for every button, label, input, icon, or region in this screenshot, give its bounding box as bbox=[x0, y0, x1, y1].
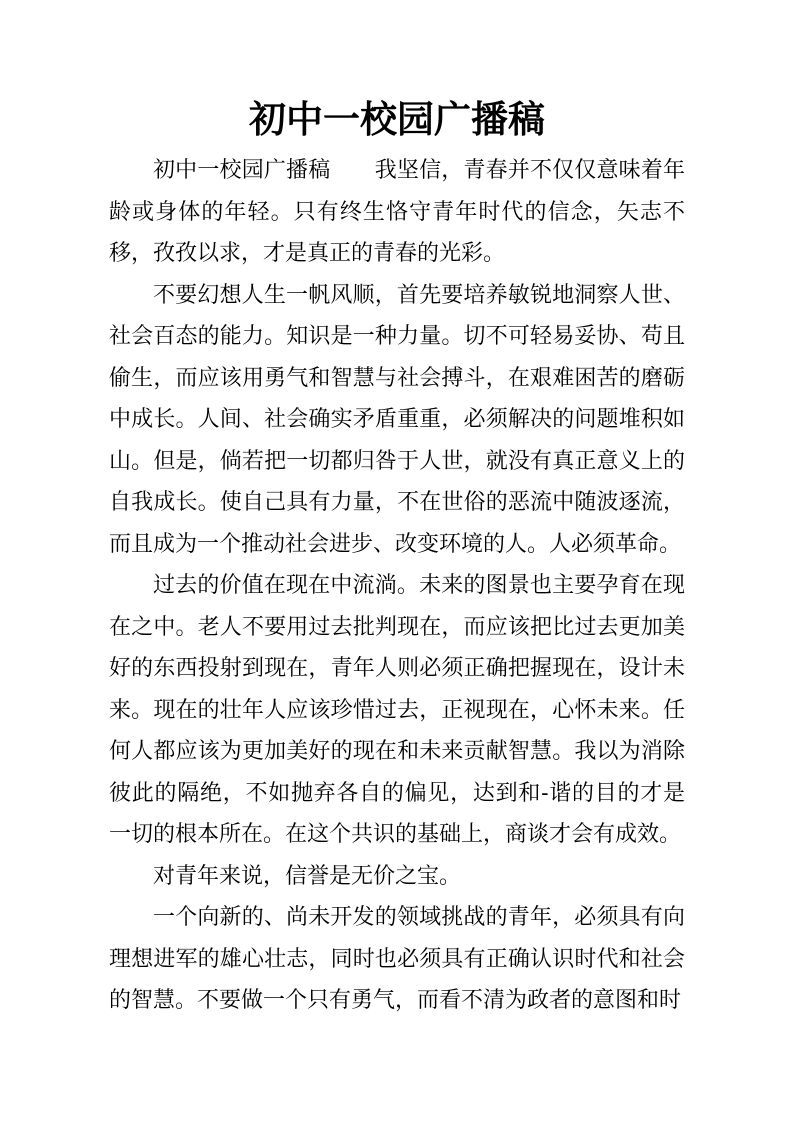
paragraph: 初中一校园广播稿 我坚信，青春并不仅仅意味着年龄或身体的年轻。只有终生恪守青年时代的信念，矢志不移，孜孜以求，才是真正的青春的光彩。 bbox=[109, 158, 685, 266]
paragraph: 不要幻想人生一帆风顺，首先要培养敏锐地洞察人世、社会百态的能力。知识是一种力量。切不可轻易妥协、苟且偷生，而应该用勇气和智慧与社会搏斗，在艰难困苦的磨砺中成长。人间、社会确实矛盾重重，必须解决的问题堆积如山。但是，倘若把一切都归咎于人世，就没有真正意义上的自我成长。使自己具有力量，不在世俗的恶流中随波逐流，而且成为一个推动社会进步、改变环境的人。人必须革命。 bbox=[109, 282, 685, 557]
paragraph: 过去的价值在现在中流淌。未来的图景也主要孕育在现在之中。老人不要用过去批判现在，而应该把比过去更加美好的东西投射到现在，青年人则必须正确把握现在，设计未来。现在的壮年人应该珍惜过去，正视现在，心怀未来。任何人都应该为更加美好的现在和未来贡献智慧。我以为消除彼此的隔绝，不如抛弃各自的偏见，达到和-谐的目的才是一切的根本所在。在这个共识的基础上，商谈才会有成效。 bbox=[109, 573, 685, 847]
paragraph: 对青年来说，信誉是无价之宝。 bbox=[153, 863, 462, 889]
paragraph: 一个向新的、尚未开发的领域挑战的青年，必须具有向理想进军的雄心壮志，同时也必须具有正确认识时代和社会的智慧。不要做一个只有勇气，而看不清为政者的意图和时 bbox=[109, 905, 685, 1013]
document-title: 初中一校园广播稿 bbox=[249, 97, 545, 141]
document-body bbox=[109, 150, 685, 1022]
